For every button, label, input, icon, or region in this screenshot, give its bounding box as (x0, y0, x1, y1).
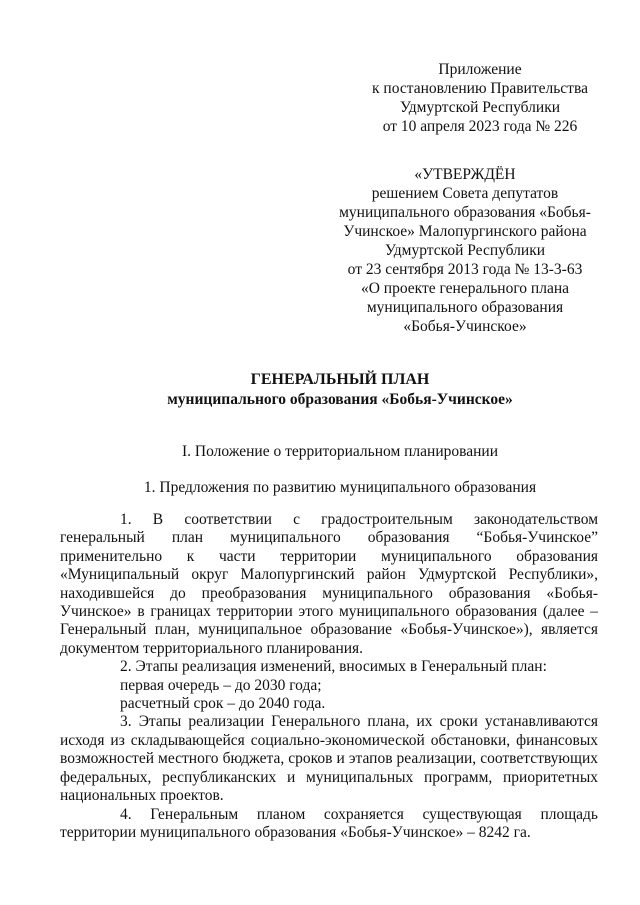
appendix-line: Удмуртской Республики (399, 99, 561, 116)
approval-line: от 23 сентября 2013 года № 13-3-63 (347, 261, 583, 278)
document-subtitle: муниципального образования «Бобья-Учинское» (167, 391, 513, 408)
paragraph-2-item-2: расчетный срок – до 2040 года. (120, 695, 326, 713)
section-heading: I. Положение о территориальном планировании (181, 443, 499, 460)
approval-line: решением Совета депутатов (371, 185, 559, 202)
appendix-block (350, 60, 610, 136)
subsection-heading: 1. Предложения по развитию муниципального образования (143, 479, 537, 496)
approval-line: муниципального образования «Бобья- (339, 204, 591, 221)
appendix-line: к постановлению Правительства (372, 80, 588, 97)
paragraph-4: 4. Генеральным планом сохраняется существующая площадь территории муниципального образования «Бобья-Учинское» – 8242 га. (60, 805, 598, 841)
approval-line: «О проекте генерального плана (360, 280, 570, 297)
paragraph-2-item-1: первая очередь – до 2030 года; (120, 676, 322, 694)
document-body (60, 511, 598, 842)
approval-block (330, 165, 600, 336)
approval-line: «УТВЕРЖДЁН (414, 166, 516, 183)
appendix-line: Приложение (438, 61, 522, 78)
paragraph-1: 1. В соответствии с градостроительным законодательством генеральный план муниципального образования “Бобья-Учинское” применительно к части территории муниципального образования «Муниципальный округ Малопургинский район Удмуртской Республики», находившейся до преобразования муниципального образования «Бобья-Учинское» в границах территории этого муниципального образования (далее – Генеральный план, муниципальное образование «Бобья-Учинское»), является документом территориального планирования. (60, 511, 598, 657)
paragraph-2: 2. Этапы реализация изменений, вносимых в Генеральный план: (120, 658, 547, 676)
approval-line: муниципального образования (366, 299, 564, 316)
document-title-block (60, 370, 620, 410)
approval-line: Удмуртской Республики (384, 242, 546, 259)
approval-line: «Бобья-Учинское» (403, 318, 527, 335)
appendix-line: от 10 апреля 2023 года № 226 (382, 118, 578, 135)
approval-line: Учинское» Малопургинского района (343, 223, 587, 240)
paragraph-3: 3. Этапы реализации Генерального плана, их сроки устанавливаются исходя из складывающейся социально-экономической обстановки, финансовых возможностей местного бюджета, сроков и этапов реализации, соответствующих федеральных, республиканских и муниципальных программ, приоритетных национальных проектов. (60, 713, 598, 805)
document-title: ГЕНЕРАЛЬНЫЙ ПЛАН (250, 371, 430, 388)
